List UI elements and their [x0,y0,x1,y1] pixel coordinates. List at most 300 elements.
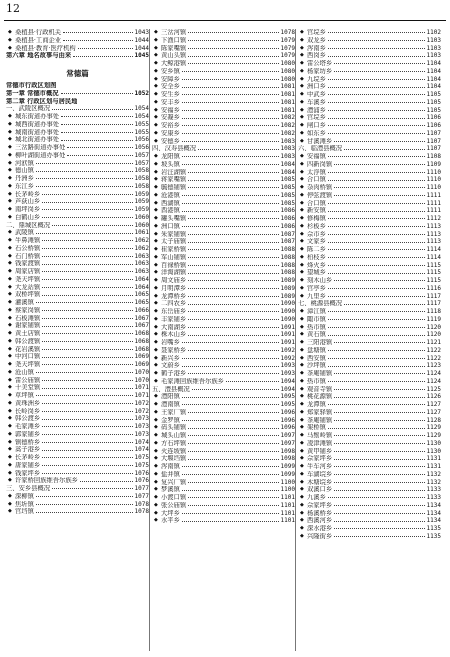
dot-leader [42,310,132,311]
dot-leader [328,327,425,328]
entry-title: ◆ 黄石镇 [307,331,326,339]
index-entry [298,60,441,68]
entry-page-number: 1057 [134,159,149,167]
index-entry [152,52,295,60]
entry-title: ◆ 太子庙镇 [161,238,187,246]
entry-title: ◆ 十美堂镇 [15,384,41,392]
dot-leader [61,116,132,117]
entry-title: ◆ 杉板乡 [307,222,326,230]
dot-leader [344,304,424,305]
entry-title: ◆ 武陵镇 [15,229,34,237]
entry-page-number: 1115 [426,269,441,277]
entry-page-number: 1124 [426,370,441,377]
entry-page-number: 1073 [134,423,149,430]
entry-page-number: 1060 [134,221,149,229]
entry-page-number: 1086 [280,215,295,222]
entry-page-number: 1117 [426,300,441,308]
entry-page-number: 1061 [134,229,149,237]
chapter-entry [6,52,149,60]
dot-leader [334,490,424,491]
entry-title: ◆ 韩公渡镇 [15,337,41,345]
entry-title: ◆ 坡头镇 [161,160,180,168]
entry-title: ◆ 洲口镇 [161,222,180,230]
entry-title: ◆ 澧浦乡 [307,106,326,114]
dot-leader [36,512,133,513]
index-entry [298,161,441,169]
index-entry [6,439,149,447]
entry-page-number: 1085 [280,191,295,199]
dot-leader [188,319,278,320]
index-entry [152,91,295,99]
entry-title: ◆ 四新岗镇 [307,160,333,168]
entry-page-number: 1072 [134,407,149,415]
index-entry [298,262,441,270]
index-entry [298,114,441,122]
entry-page-number: 1076 [134,477,149,485]
entry-page-number: 1063 [134,260,149,268]
column-divider [295,29,296,651]
entry-page-number: 1055 [134,128,149,136]
dot-leader [182,195,279,196]
dot-leader [36,178,133,179]
dot-leader [334,195,424,196]
entry-title: ◆ 澧阳镇 [161,393,180,401]
dot-leader [328,296,425,297]
entry-title: ◆ 双桥坪镇 [15,291,41,299]
entry-page-number: 1079 [280,44,295,52]
index-entry [298,238,441,246]
entry-page-number: 1075 [134,461,149,469]
index-entry [152,293,295,301]
entry-title: ◆ 安生乡 [161,91,180,98]
chapter-entry [6,90,149,98]
dot-leader [42,419,132,420]
entry-page-number: 1052 [134,89,149,97]
index-entry [298,494,441,502]
entry-page-number: 1088 [280,253,295,261]
index-entry [298,254,441,262]
dot-leader [188,482,278,483]
entry-page-number: 1079 [280,52,295,60]
column-divider [149,29,150,651]
dot-leader [42,295,132,296]
entry-title: 三、安乡县概况 [6,485,51,492]
entry-page-number: 1130 [426,439,441,447]
index-entry [152,169,295,177]
dot-leader [328,428,425,429]
index-entry [6,307,149,315]
dot-leader [334,521,424,522]
entry-page-number: 1132 [426,478,441,486]
entry-title: ◆ 酉港镇 [161,207,180,215]
index-entry [152,238,295,246]
entry-title: ◆ 三岔河镇 [161,29,187,36]
entry-page-number: 1130 [426,447,441,455]
entry-page-number: 1063 [134,268,149,275]
entry-page-number: 1111 [426,199,441,207]
entry-title: ◆ 军山铺镇 [161,253,187,261]
dot-leader [328,404,425,405]
dot-leader [188,373,278,374]
dot-leader [334,443,424,444]
index-entry [298,331,441,339]
entry-title: ◆ 闸口乡 [307,122,326,129]
index-entry [298,378,441,386]
entry-page-number: 1105 [426,98,441,106]
entry-page-number: 1088 [280,269,295,277]
entry-page-number: 1134 [426,509,441,517]
dot-leader [73,56,132,57]
entry-title: ◆ 石板滩镇 [15,314,41,322]
entry-title: ◆ 车湖垸乡 [307,470,333,478]
entry-page-number: 1135 [426,532,441,540]
entry-title: ◆ 安裕乡 [161,122,180,129]
dot-leader [42,442,132,443]
index-entry [298,37,441,45]
index-entry [152,463,295,471]
entry-page-number: 1116 [426,284,441,292]
dot-leader [334,528,424,529]
dot-leader [61,132,132,133]
entry-title: ◆ 安康乡 [161,129,180,137]
dot-leader [188,56,278,57]
entry-page-number: 1135 [426,525,441,532]
entry-page-number: 1127 [426,401,441,408]
entry-page-number: 1058 [134,175,149,182]
entry-title: ◆ 杂肉桥镇 [307,184,333,191]
entry-title: ◆ 草坪镇 [15,392,34,399]
entry-title: ◆ 鹤子港乡 [161,370,187,377]
dot-leader [328,172,425,173]
index-entry [298,393,441,401]
dot-leader [334,420,424,421]
dot-leader [328,249,425,250]
entry-title: ◆ 周文庙乡 [161,277,187,284]
entry-page-number: 1120 [426,323,441,331]
dot-leader [36,395,133,396]
entry-title: ◆ 雷公庙镇 [15,376,41,384]
index-column-1 [6,29,149,516]
entry-title: ◆ 城北街道办事处 [15,136,60,144]
entry-page-number: 1077 [134,485,149,492]
entry-title: 二、鼎城区概况 [6,221,51,229]
index-entry [298,455,441,463]
entry-title: ◆ 东岳庙乡 [161,308,187,315]
entry-title: ◆ 码头铺镇 [161,424,187,432]
index-entry [152,324,295,332]
index-entry [6,37,149,45]
dot-leader [182,521,279,522]
entry-title: ◆ 株木山乡 [161,331,187,339]
dot-leader [334,412,424,413]
index-entry [6,392,149,400]
entry-title: ◆ 茶庵铺镇 [307,370,333,377]
entry-page-number: 1094 [280,377,295,385]
dot-leader [334,63,424,64]
entry-title: ◆ 岩汪湖镇 [161,168,187,176]
entry-title: ◆ 官垸乡 [307,29,326,36]
entry-page-number: 1095 [280,393,295,401]
entry-page-number: 1045 [134,52,149,60]
entry-title: ◆ 中武乡 [307,91,326,98]
dot-leader [328,211,425,212]
entry-title: ◆ 下渔口镇 [161,36,187,44]
entry-title: ◆ 马鬃岭镇 [307,432,333,439]
index-entry [6,152,149,160]
dot-leader [192,389,279,390]
entry-title: ◆ 灌溪镇 [15,299,34,306]
entry-title: ◆ 深柳镇 [15,492,34,500]
entry-page-number: 1134 [426,501,441,509]
dot-leader [52,225,132,226]
entry-page-number: 1086 [280,222,295,230]
page-number: 12 [6,2,20,15]
index-entry [298,29,441,37]
entry-page-number: 1077 [134,492,149,500]
index-entry [298,471,441,479]
entry-page-number: 1067 [134,322,149,330]
entry-page-number: 1127 [426,408,441,416]
dot-leader [334,466,424,467]
index-entry [152,316,295,324]
index-entry [152,378,295,386]
index-entry [6,446,149,454]
entry-title: ◆ 九里乡 [307,292,326,300]
index-entry [298,83,441,91]
dot-leader [188,180,278,181]
dot-leader [328,226,425,227]
entry-title: ◆ 周家店镇 [15,268,41,275]
index-entry [298,285,441,293]
dot-leader [52,488,132,489]
index-entry [152,68,295,76]
entry-page-number: 1072 [134,399,149,407]
index-entry [152,393,295,401]
dot-leader [63,40,132,41]
index-entry [6,361,149,369]
entry-page-number: 1058 [134,182,149,190]
index-entry [298,386,441,394]
entry-page-number: 1067 [134,314,149,322]
entry-title: ◆ 盘塘镇 [307,346,326,354]
dot-leader [182,513,279,514]
dot-leader [42,349,132,350]
entry-page-number: 1134 [426,517,441,525]
index-entry [152,176,295,184]
entry-page-number: 1099 [280,463,295,470]
dot-leader [42,450,132,451]
entry-title: ◆ 蒋家嘴镇 [161,176,187,184]
county-entry [6,485,149,493]
index-entry [152,184,295,192]
index-entry [298,533,441,541]
dot-leader [182,94,279,95]
dot-leader [36,163,133,164]
dot-leader [188,242,278,243]
entry-title: ◆ 芦荻山乡 [15,198,41,206]
index-entry [298,316,441,324]
entry-title: ◆ 佘家坪乡 [307,501,333,509]
entry-title: ◆ 安福乡 [161,106,180,114]
dot-leader [188,234,278,235]
entry-page-number: 1078 [280,29,295,36]
entry-title: ◆ 双溪口乡 [307,486,333,494]
entry-page-number: 1101 [280,494,295,501]
chapter-entry [6,98,149,106]
entry-page-number: 1054 [134,105,149,113]
entry-page-number: 1085 [280,184,295,191]
entry-title: ◆ 杨溪桥乡 [307,509,333,517]
entry-page-number: 1094 [280,385,295,393]
entry-page-number: 1093 [280,362,295,370]
entry-page-number: 1090 [280,300,295,308]
dot-leader [42,287,132,288]
entry-title: ◆ 佘家坪乡 [307,455,333,463]
entry-page-number: 1064 [134,283,149,291]
index-entry [6,299,149,307]
entry-page-number: 1124 [426,377,441,385]
index-entry [6,353,149,361]
entry-page-number: 1101 [280,517,295,525]
dot-leader [42,473,132,474]
dot-leader [328,311,425,312]
entry-title: ◆ 水平乡 [161,517,180,525]
dot-leader [42,279,132,280]
entry-page-number: 1115 [426,277,441,284]
entry-page-number: 1131 [426,455,441,463]
entry-page-number: 1068 [134,330,149,337]
index-entry [152,424,295,432]
dot-leader [42,194,132,195]
entry-title: ◆ 大鲸港镇 [161,60,187,67]
entry-title: ◆ 涔南镇 [161,463,180,470]
entry-title: ◆ 钱家渡镇 [15,260,41,268]
entry-page-number: 1107 [426,137,441,145]
index-entry [6,214,149,222]
index-entry [6,501,149,509]
dot-leader [63,32,132,33]
dot-leader [42,248,132,249]
entry-page-number: 1044 [134,44,149,52]
dot-leader [188,187,278,188]
county-entry [6,105,149,113]
entry-title: ◆ 蒿子港乡 [15,446,41,454]
dot-leader [182,125,279,126]
entry-page-number: 1078 [134,500,149,508]
entry-title: ◆ 长茅岭乡 [15,190,41,198]
dot-leader [328,133,425,134]
section-heading: 常德篇 [66,69,89,78]
dot-leader [182,118,279,119]
dot-leader [334,474,424,475]
dot-leader [334,435,424,436]
entry-title: ◆ 镇德桥乡 [15,438,41,446]
entry-page-number: 1123 [426,362,441,370]
index-entry [6,175,149,183]
entry-title: ◆ 花岩溪镇 [15,345,41,353]
county-entry [298,300,441,308]
entry-page-number: 1081 [280,98,295,106]
entry-page-number: 1081 [280,106,295,114]
entry-title: ◆ 安丰乡 [161,98,180,106]
entry-page-number: 1075 [134,454,149,461]
entry-page-number: 1065 [134,291,149,299]
entry-page-number: 1096 [280,408,295,416]
entry-page-number: 1082 [280,122,295,129]
entry-page-number: 1062 [134,237,149,244]
dot-leader [42,403,132,404]
index-entry [152,254,295,262]
index-entry [298,200,441,208]
entry-title: ◆ 澧南镇 [161,401,180,408]
entry-title: ◆ 蔡家岗镇 [15,306,41,314]
dot-leader [182,203,279,204]
index-entry [298,192,441,200]
entry-title: ◆ 雷公塔乡 [307,60,333,67]
entry-page-number: 1082 [280,114,295,122]
entry-page-number: 1090 [280,308,295,315]
entry-page-number: 1104 [426,75,441,83]
dot-leader [328,79,425,80]
entry-page-number: 1110 [426,176,441,184]
dot-leader [42,202,132,203]
index-entry [152,494,295,502]
dot-leader [42,217,132,218]
dot-leader [328,94,425,95]
entry-title: ◆ 九溪乡 [307,494,326,501]
index-entry [298,45,441,53]
dot-leader [334,536,424,537]
dot-leader [334,505,424,506]
index-entry [152,246,295,254]
index-entry [6,121,149,129]
entry-title: ◆ 城西街道办事处 [15,120,60,128]
index-entry [152,401,295,409]
index-entry [152,262,295,270]
dot-leader [188,257,278,258]
entry-title: ◆ 二四农乡 [161,300,187,308]
dot-leader [328,48,425,49]
dot-leader [42,264,132,265]
entry-page-number: 1073 [134,415,149,423]
dot-leader [334,280,424,281]
entry-title: ◆ 柏枝乡 [307,253,326,261]
entry-page-number: 1082 [280,129,295,137]
dot-leader [188,63,278,64]
entry-page-number: 1068 [134,345,149,353]
entry-page-number: 1102 [426,29,441,36]
entry-page-number: 1076 [134,469,149,477]
county-entry [298,145,441,153]
dot-leader [42,465,132,466]
entry-page-number: 1103 [426,36,441,44]
entry-title: ◆ 安障乡 [161,75,180,83]
chapter-entry [6,82,149,90]
index-entry [298,347,441,355]
entry-page-number: 1083 [280,137,295,145]
entry-title: ◆ 架桥镇 [307,424,326,432]
entry-title: ◆ 王家厂镇 [161,408,187,416]
entry-page-number: 1084 [280,168,295,176]
dot-leader [42,457,132,458]
entry-page-number: 1065 [134,299,149,306]
entry-page-number: 1088 [280,246,295,253]
entry-page-number: 1081 [280,91,295,98]
index-entry [6,160,149,168]
index-entry [152,107,295,115]
dot-leader [328,366,425,367]
index-entry [298,223,441,231]
